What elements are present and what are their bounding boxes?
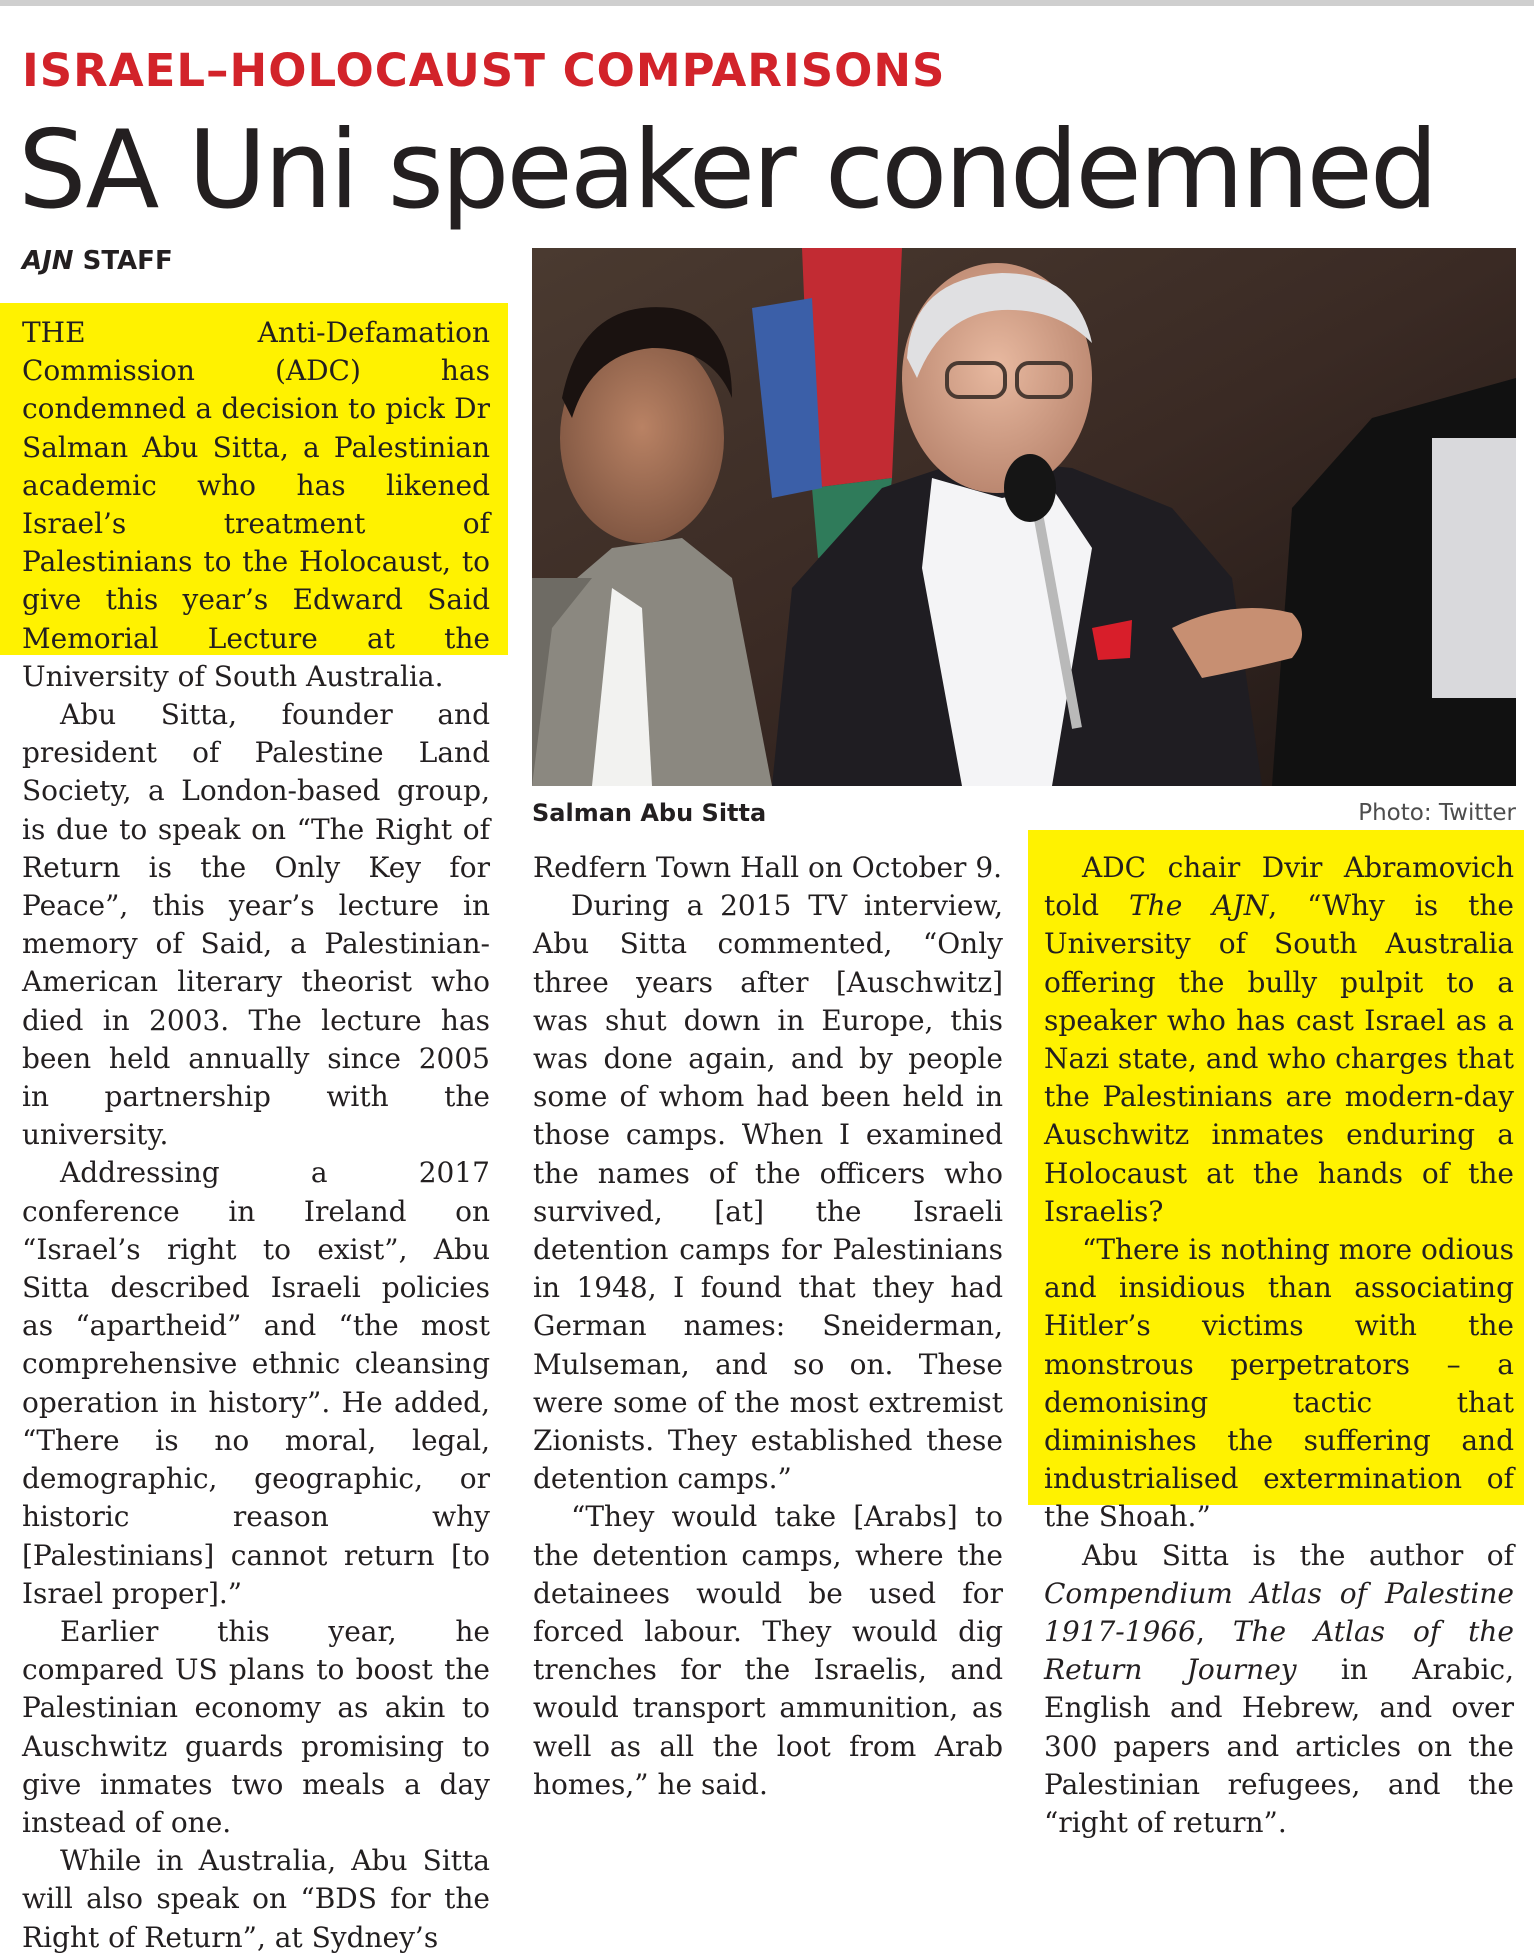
photo-caption: Salman Abu Sitta [532, 799, 767, 827]
lead-paragraph: THE Anti-Defamation Commission (ADC) has condemned a decision to pick Dr Salman Abu Sitta, a Palestinian academic who has likened Israel’s treatment of Palestinians to the Holocaust, to give this year’s Edward Said Memorial Lecture at the University of South Australia. [22, 316, 490, 693]
adc-chair-text-a: ADC chair Dvir Abramovich told [1044, 851, 1514, 923]
byline-staff: STAFF [73, 246, 173, 276]
paragraph-detention-camps: “They would take [Arabs] to the detention camps, where the detainees would be used for forced labour. They would dig trenches for the Israelis, and would transport ammunition, as well as all the loot from Arab homes,” he said. [533, 1500, 1003, 1801]
article-kicker: ISRAEL–HOLOCAUST COMPARISONS [22, 44, 946, 97]
paragraph-odious-quote: “There is nothing more odious and insidious than associating Hitler’s victims with the monstrous perpetrators – a demonising tactic that diminishes the suffering and industrialised extermination of the Shoah.” [1044, 1233, 1514, 1534]
book-title-compendium: Compendium Atlas of Palestine 1917-1966 [1044, 1576, 1514, 1649]
paragraph-founder: Abu Sitta, founder and president of Palestine Land Society, a London-based group, is due to speak on “The Right of Return is the Only Key for Peace”, this year’s lecture in memory of Said, a Palestinian-American literary theorist who died in 2003. The lecture has been held annually since 2005 in partnership with the university. [22, 698, 490, 1152]
page-top-border [0, 0, 1534, 6]
paragraph-earlier-this-year: Earlier this year, he compared US plans to boost the Palestinian economy as akin to Auschwitz guards promising to give inmates two meals a day instead of one. [22, 1614, 490, 1839]
speaker-photo-illustration [532, 248, 1516, 786]
paragraph-while-in-australia: While in Australia, Abu Sitta will also speak on “BDS for the Right of Return”, at Sydney’s [22, 1844, 490, 1954]
publication-name: The AJN [1128, 889, 1269, 923]
article-photo [532, 248, 1516, 786]
book-separator: , [1195, 1615, 1233, 1649]
book-title-return-journey: The Atlas of the Return Journey [1044, 1615, 1514, 1687]
article-byline [22, 246, 173, 276]
paragraph-redfern: Redfern Town Hall on October 9. [533, 851, 1003, 884]
article-headline: SA Uni speaker condemned [18, 108, 1436, 233]
author-text-b: in Arabic, English and Hebrew, and over 300 papers and articles on the Palestinian refugees, and the “right of return”. [1044, 1653, 1514, 1840]
article-column-3 [1044, 849, 1514, 1842]
author-text-a: Abu Sitta is the author of [1082, 1538, 1514, 1572]
paragraph-author-of [1044, 1537, 1514, 1843]
paragraph-2017-conference: Addressing a 2017 conference in Ireland on “Israel’s right to exist”, Abu Sitta described Israeli policies as “apartheid” and “the most comprehensive ethnic cleansing operation in history”. He added, “There is no moral, legal, demographic, geographic, or historic reason why [Palestinians] cannot return [to Israel proper].” [22, 1156, 490, 1610]
paragraph-tv-interview: During a 2015 TV interview, Abu Sitta commented, “Only three years after [Auschwitz] was shut down in Europe, this was done again, and by people some of whom had been held in those camps. When I examined the names of the officers who survived, [at] the Israeli detention camps for Palestinians in 1948, I found that they had German names: Sneiderman, Mulseman, and so on. These were some of the most extremist Zionists. They established these detention camps.” [533, 889, 1003, 1496]
paragraph-adc-chair [1044, 849, 1514, 1231]
photo-credit: Photo: Twitter [1358, 800, 1516, 826]
article-column-1 [22, 314, 490, 1957]
article-column-2 [533, 849, 1003, 1804]
byline-publication: AJN [22, 246, 74, 276]
adc-chair-text-b: , “Why is the University of South Australia offering the bully pulpit to a speaker who has cast Israel as a Nazi state, and who charges that the Palestinians are modern-day Auschwitz inmates enduring a Holocaust at the hands of the Israelis? [1044, 889, 1514, 1228]
